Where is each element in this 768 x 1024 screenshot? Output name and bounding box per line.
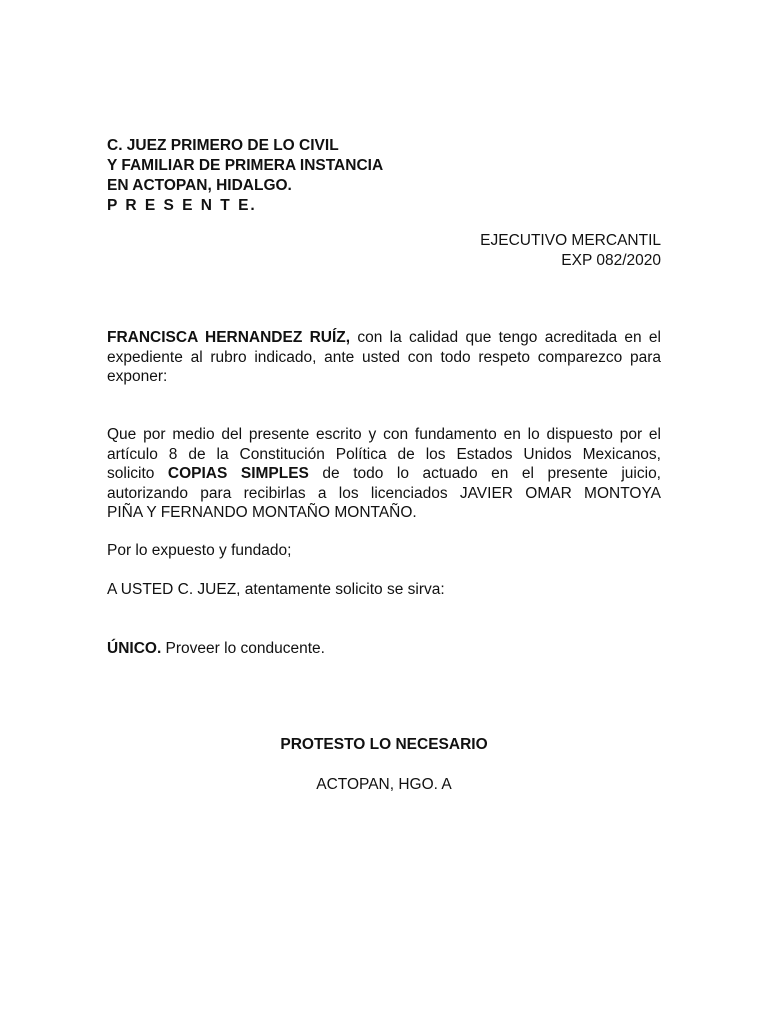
intro-paragraph (107, 328, 661, 387)
unico-text: Proveer lo conducente. (161, 640, 325, 657)
intro-line-1-text: con la calidad que tengo acreditada en el (350, 329, 661, 346)
case-reference (107, 231, 661, 271)
intro-line-3: exponer: (107, 368, 168, 385)
request-line-1: Que por medio del presente escrito y con fundamento en lo dispuesto por el (107, 426, 661, 443)
addressee-block (107, 136, 661, 216)
solicito-line: A USTED C. JUEZ, atentamente solicito se sirva: (107, 581, 445, 598)
addressee-line-2: Y FAMILIAR DE PRIMERA INSTANCIA (107, 157, 384, 174)
request-line-2: artículo 8 de la Constitución Política de los Estados Unidos Mexicanos, (107, 445, 661, 463)
request-line-3-pre: solicito (107, 465, 168, 482)
copias-simples: COPIAS SIMPLES (167, 465, 309, 482)
case-type: EJECUTIVO MERCANTIL (480, 232, 661, 249)
petitioner-name: FRANCISCA HERNANDEZ RUÍZ, (107, 329, 351, 346)
addressee-presente: P R E S E N T E. (107, 197, 257, 214)
expuesto-line: Por lo expuesto y fundado; (107, 542, 292, 559)
addressee-line-1: C. JUEZ PRIMERO DE LO CIVIL (107, 137, 339, 154)
request-paragraph (107, 425, 661, 523)
unico-line (107, 639, 661, 658)
request-line-4: autorizando para recibirlas a los licenciados JAVIER OMAR MONTOYA (107, 484, 661, 502)
place-date-line: ACTOPAN, HGO. A (316, 776, 452, 793)
intro-line-2: expediente al rubro indicado, ante usted con todo respeto comparezco para (107, 348, 661, 366)
request-line-5: PIÑA Y FERNANDO MONTAÑO MONTAÑO. (107, 504, 417, 521)
request-line-3-post: de todo lo actuado en el presente juicio, (308, 465, 661, 482)
addressee-line-3: EN ACTOPAN, HIDALGO. (107, 177, 292, 194)
protesto-heading: PROTESTO LO NECESARIO (280, 736, 488, 753)
unico-label: ÚNICO. (107, 640, 162, 657)
case-file-number: EXP 082/2020 (561, 252, 661, 269)
request-line-3 (107, 464, 661, 484)
intro-line-1 (107, 328, 661, 348)
